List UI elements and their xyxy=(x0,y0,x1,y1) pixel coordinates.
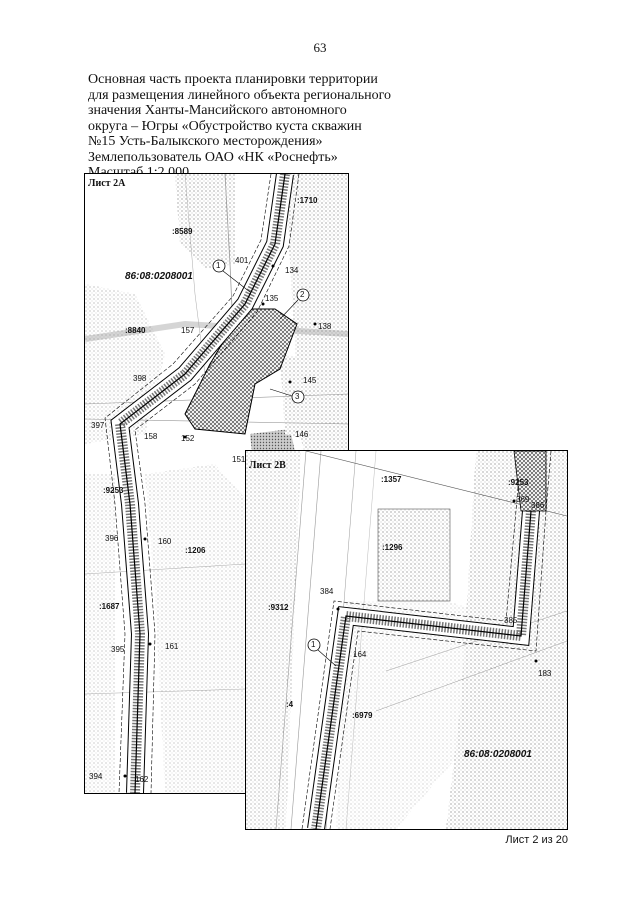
sheet-counter: Лист 2 из 20 xyxy=(505,834,568,846)
point-number: 134 xyxy=(285,266,299,275)
point-number: 152 xyxy=(181,434,195,443)
parcel-label: :8840 xyxy=(125,326,146,335)
parcel-label: :9312 xyxy=(268,603,289,612)
point-number: 397 xyxy=(91,421,105,430)
caption-line: №15 Усть-Балыкского месторождения» xyxy=(88,134,323,149)
callout-number: 1 xyxy=(216,261,221,270)
point-number: 395 xyxy=(111,645,125,654)
point-number: 157 xyxy=(181,326,195,335)
callout-number: 1 xyxy=(311,640,316,649)
parcel-label: :4 xyxy=(286,700,294,709)
caption-line: для размещения линейного объекта регионального xyxy=(88,87,392,103)
point-number: 401 xyxy=(235,256,249,265)
parcel-label: :1710 xyxy=(297,196,318,205)
parcel-label: :1687 xyxy=(99,602,120,611)
parcel-label: :1206 xyxy=(185,546,206,555)
point-number: 394 xyxy=(89,772,103,781)
caption-line: округа – Югры «Обустройство куста скважин xyxy=(88,118,362,134)
point-number: 164 xyxy=(353,650,367,659)
parcel-label: :9253 xyxy=(103,486,124,495)
caption-line: значения Ханты-Мансийского автономного xyxy=(88,103,347,118)
parcel-label: :8589 xyxy=(172,227,193,236)
sheet-title: Лист 2А xyxy=(88,178,126,189)
sheet-title: Лист 2В xyxy=(249,460,286,471)
point-number: 161 xyxy=(165,642,179,651)
point-number: 369 xyxy=(516,495,530,504)
point-number: 146 xyxy=(295,430,309,439)
point-number: 145 xyxy=(303,376,317,385)
point-number: 151 xyxy=(232,455,246,464)
caption-line: Основная часть проекта планировки территории xyxy=(88,72,378,87)
point-number: 138 xyxy=(318,322,332,331)
point-number: 158 xyxy=(144,432,158,441)
map-sheet-2b-drawing xyxy=(246,451,567,829)
point-number: 162 xyxy=(135,775,149,784)
point-number: 183 xyxy=(538,669,552,678)
parcel-label: :9253 xyxy=(508,478,529,487)
page-number: 63 xyxy=(313,40,327,55)
parcel-label: :1296 xyxy=(382,543,403,552)
cadastral-quarter: 86:08:0208001 xyxy=(464,749,532,760)
point-number: 398 xyxy=(133,374,147,383)
point-number: 386 xyxy=(531,501,545,510)
point-number: 384 xyxy=(320,587,334,596)
parcel-label: :1357 xyxy=(381,475,402,484)
point-number: 396 xyxy=(105,534,119,543)
caption-line: Землепользователь ОАО «НК «Роснефть» xyxy=(88,149,338,165)
point-number: 385 xyxy=(504,616,518,625)
callout-number: 2 xyxy=(300,290,305,299)
point-number: 135 xyxy=(265,294,279,303)
callout-number: 3 xyxy=(295,392,300,401)
map-sheet-2b xyxy=(245,450,568,830)
document-caption xyxy=(88,72,391,181)
point-number: 160 xyxy=(158,537,172,546)
cadastral-quarter: 86:08:0208001 xyxy=(125,271,193,282)
parcel-label: :6979 xyxy=(352,711,373,720)
